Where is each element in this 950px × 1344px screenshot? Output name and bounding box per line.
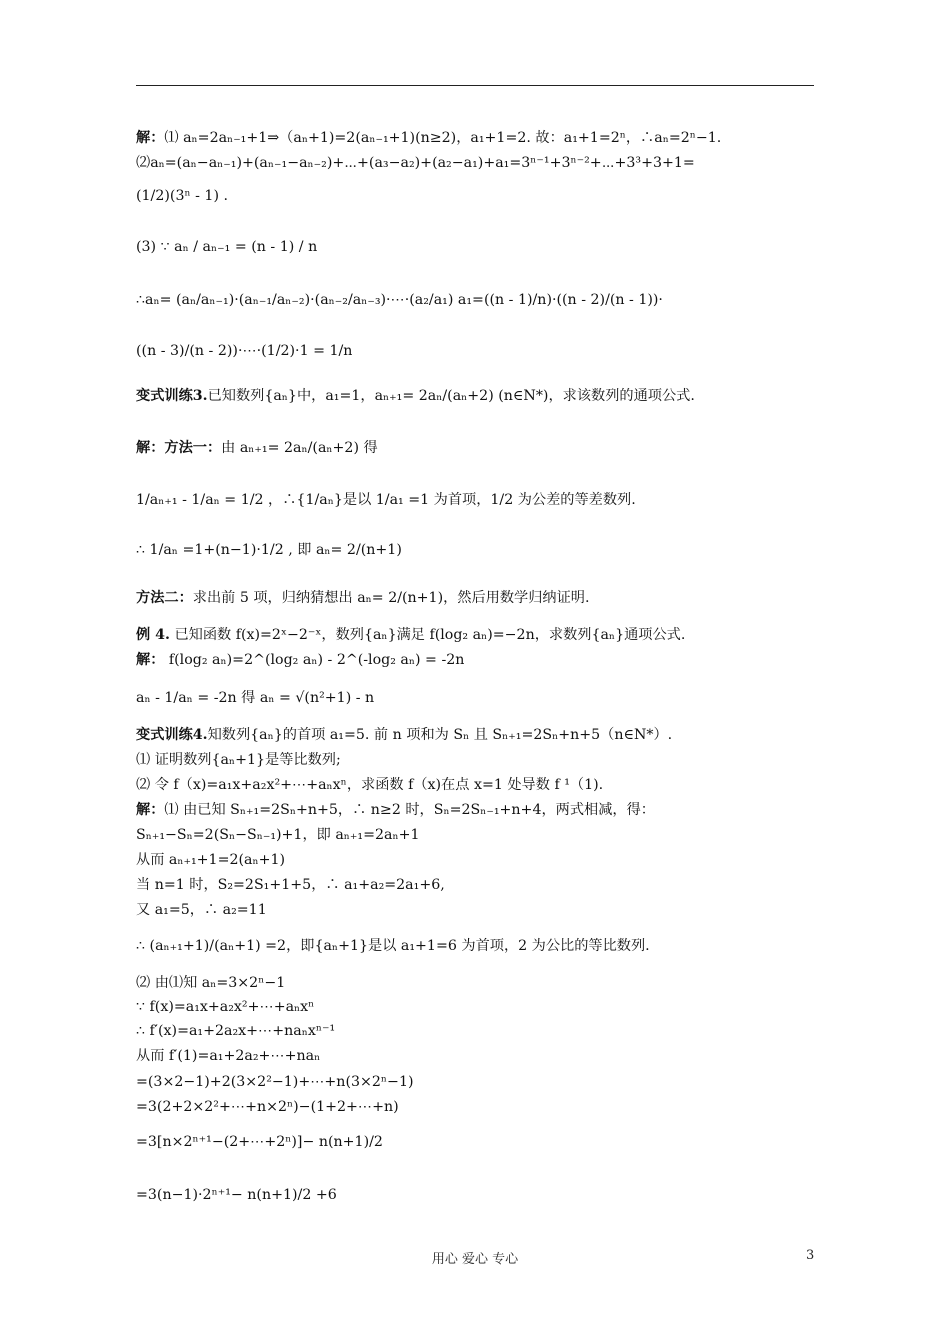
text-line [136,825,420,845]
page-number: 3 [806,1248,815,1263]
text-line [136,386,695,406]
text-line [136,588,590,608]
line-text: 由 aₙ₊₁= 2aₙ/(aₙ+2) 得 [221,440,378,456]
line-text: ∵ f(x)=a₁x+a₂x²+⋯+aₙxⁿ [136,999,315,1015]
text-line [136,775,603,795]
line-text: 知数列{aₙ}的首项 a₁=5. 前 n 项和为 Sₙ 且 Sₙ₊₁=2Sₙ+n+5（n∈N*）. [207,727,673,743]
bold-label: 方法二： [136,590,193,606]
line-text: ⑵aₙ=(aₙ−aₙ₋₁)+(aₙ₋₁−aₙ₋₂)+⋯+(a₃−a₂)+(a₂−a₁)+a₁=3ⁿ⁻¹+3ⁿ⁻²+⋯+3³+3+1= [136,155,695,171]
text-line [136,936,650,956]
header-rule [136,85,814,86]
footer-text: 用心 爱心 专心 [431,1252,519,1267]
text-line [136,1097,399,1117]
line-text: ∴ f′(x)=a₁+2a₂x+⋯+naₙxⁿ⁻¹ [136,1023,336,1039]
text-line [136,997,314,1017]
bold-label: 变式训练4. [136,727,208,743]
text-line [136,237,317,257]
line-text: 当 n=1 时，S₂=2S₁+1+5，∴ a₁+a₂=2a₁+6, [136,877,445,893]
text-line [136,438,378,458]
text-line [136,290,663,310]
line-text: ⑴ 由已知 Sₙ₊₁=2Sₙ+n+5，∴ n≥2 时，Sₙ=2Sₙ₋₁+n+4，两式相减，得： [164,802,655,818]
text-line [136,1132,383,1152]
line-text: (1/2)(3ⁿ - 1) . [136,188,228,204]
line-text: aₙ - 1/aₙ = -2n 得 aₙ = √(n²+1) - n [136,690,375,706]
line-text: ∴aₙ= (aₙ/aₙ₋₁)·(aₙ₋₁/aₙ₋₂)·(aₙ₋₂/aₙ₋₃)·⋯·(a₂/a₁) a₁=((n - 1)/n)·((n - 2)/(n - 1))· [136,292,663,308]
bold-label: 变式训练3. [136,388,208,404]
text-line [136,490,636,510]
bold-label: 解： [136,130,165,146]
line-text: 又 a₁=5，∴ a₂=11 [136,902,267,918]
line-text: 已知数列{aₙ}中，a₁=1，aₙ₊₁= 2aₙ/(aₙ+2) (n∈N*)，求该数列的通项公式. [207,388,695,404]
line-text: ⑴ aₙ=2aₙ₋₁+1⇒（aₙ+1)=2(aₙ₋₁+1)(n≥2)，a₁+1=2. 故：a₁+1=2ⁿ，∴aₙ=2ⁿ−1. [164,130,722,146]
line-text: f(log₂ aₙ)=2^(log₂ aₙ) - 2^(-log₂ aₙ) = -2n [164,652,465,668]
text-line [136,900,267,920]
text-line [136,850,285,870]
line-text: 1/aₙ₊₁ - 1/aₙ = 1/2 ，∴{1/aₙ}是以 1/a₁ =1 为首项，1/2 为公差的等差数列. [136,492,636,508]
text-line [136,153,695,173]
line-text: 从而 f′(1)=a₁+2a₂+⋯+naₙ [136,1048,321,1064]
line-text: =3(2+2×2²+⋯+n×2ⁿ)−(1+2+⋯+n) [136,1099,399,1115]
text-line [136,341,352,361]
text-line [136,186,228,206]
text-line [136,650,464,670]
line-text: ∴ (aₙ₊₁+1)/(aₙ+1) =2，即{aₙ+1}是以 a₁+1=6 为首项，2 为公比的等比数列. [136,938,650,954]
bold-label: 解：方法一： [136,440,222,456]
bold-label: 解： [136,802,165,818]
line-text: =3(n−1)·2ⁿ⁺¹− n(n+1)/2 +6 [136,1187,337,1203]
line-text: 从而 aₙ₊₁+1=2(aₙ+1) [136,852,286,868]
bold-label: 例 4. [136,627,170,643]
line-text: ∴ 1/aₙ =1+(n−1)·1/2 , 即 aₙ= 2/(n+1) [136,542,402,558]
text-line [136,1021,335,1041]
text-line [136,688,374,708]
line-text: 求出前 5 项，归纳猜想出 aₙ= 2/(n+1)，然后用数学归纳证明. [192,590,590,606]
line-text: =(3×2−1)+2(3×2²−1)+⋯+n(3×2ⁿ−1) [136,1074,414,1090]
bold-label: 解： [136,652,165,668]
text-line [136,750,341,770]
text-line [136,1046,320,1066]
line-text: ((n - 3)/(n - 2))·⋯·(1/2)·1 = 1/n [136,343,353,359]
line-text: ⑵ 由⑴知 aₙ=3×2ⁿ−1 [136,975,286,991]
text-line [136,1072,414,1092]
line-text: 已知函数 f(x)=2ˣ−2⁻ˣ，数列{aₙ}满足 f(log₂ aₙ)=−2n，求数列{aₙ}通项公式. [169,627,686,643]
text-line [136,128,721,148]
text-line [136,625,685,645]
text-line [136,800,655,820]
text-line [136,973,285,993]
text-line [136,540,402,560]
line-text: Sₙ₊₁−Sₙ=2(Sₙ−Sₙ₋₁)+1，即 aₙ₊₁=2aₙ+1 [136,827,420,843]
line-text: =3[n×2ⁿ⁺¹−(2+⋯+2ⁿ)]− n(n+1)/2 [136,1134,383,1150]
text-line [136,725,672,745]
text-line [136,875,445,895]
line-text: ⑵ 令 f（x)=a₁x+a₂x²+⋯+aₙxⁿ，求函数 f（x)在点 x=1 处导数 f ¹（1). [136,777,604,793]
text-line [136,1185,337,1205]
line-text: (3) ∵ aₙ / aₙ₋₁ = (n - 1) / n [136,239,318,255]
line-text: ⑴ 证明数列{aₙ+1}是等比数列; [136,752,341,768]
